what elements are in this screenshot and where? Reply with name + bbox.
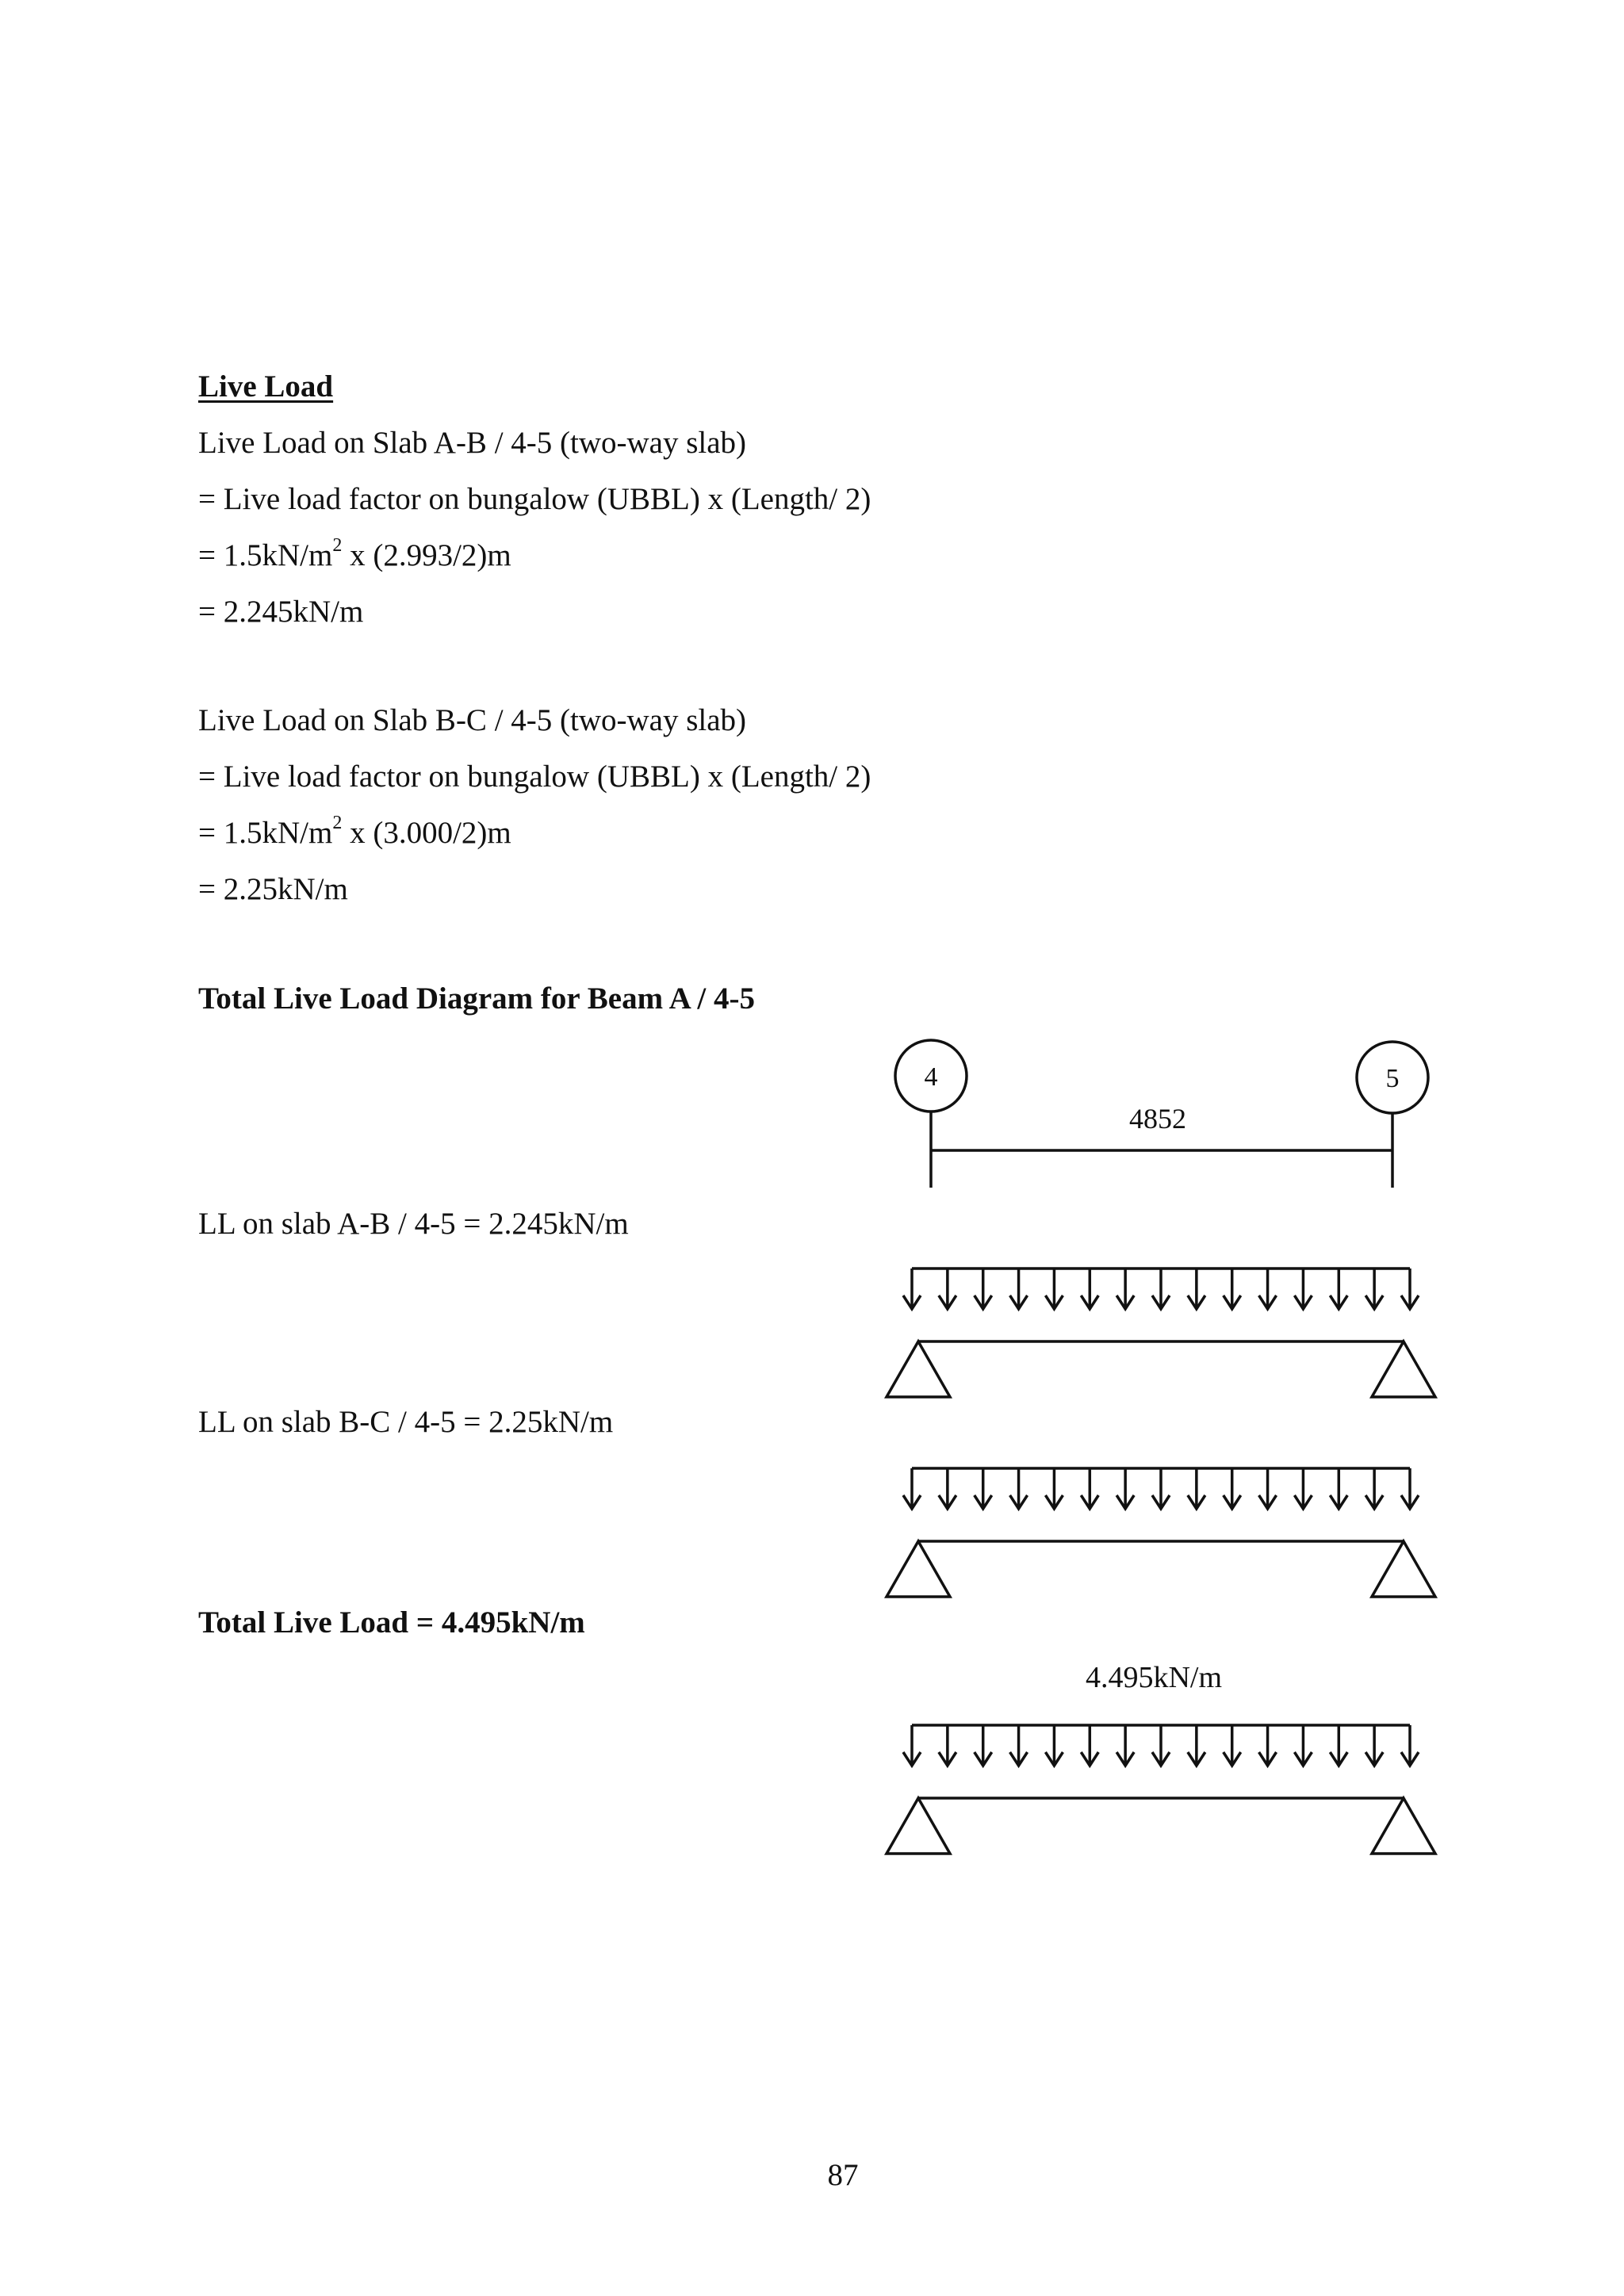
left-support <box>887 1798 950 1854</box>
right-support <box>1372 1541 1435 1597</box>
ll-slab-bc-label: LL on slab B-C / 4-5 = 2.25kN/m <box>198 1405 614 1439</box>
left-support <box>887 1341 950 1397</box>
beam-diagram-total <box>887 1725 1435 1854</box>
slab-ab-sub-exponent: 2 <box>332 535 343 556</box>
slab-ab-title: Live Load on Slab A-B / 4-5 (two-way slab) <box>198 426 747 460</box>
diagram-heading: Total Live Load Diagram for Beam A / 4-5 <box>198 982 755 1016</box>
slab-bc-sub-suffix: x (3.000/2)m <box>342 816 511 850</box>
ll-slab-ab-label: LL on slab A-B / 4-5 = 2.245kN/m <box>198 1207 629 1241</box>
page-number: 87 <box>827 2158 859 2192</box>
left-support <box>887 1541 950 1597</box>
grid-label-5: 5 <box>1385 1064 1400 1093</box>
slab-bc-formula: = Live load factor on bungalow (UBBL) x (Length/ 2) <box>198 760 871 794</box>
grid-label-4: 4 <box>924 1062 938 1092</box>
slab-ab-sub-suffix: x (2.993/2)m <box>342 538 511 572</box>
slab-bc-result: = 2.25kN/m <box>198 872 348 906</box>
slab-ab-formula: = Live load factor on bungalow (UBBL) x (Length/ 2) <box>198 482 871 516</box>
beam-diagram-slab-bc <box>887 1468 1435 1597</box>
right-support <box>1372 1341 1435 1397</box>
slab-bc-title: Live Load on Slab B-C / 4-5 (two-way slab) <box>198 703 747 737</box>
slab-bc-sub-exponent: 2 <box>332 813 343 833</box>
right-support <box>1372 1798 1435 1854</box>
total-live-load-label: Total Live Load = 4.495kN/m <box>198 1605 585 1640</box>
slab-ab-sub-prefix: = 1.5kN/m <box>198 538 333 572</box>
beam-diagram-slab-ab <box>887 1269 1435 1397</box>
slab-ab-result: = 2.245kN/m <box>198 595 364 629</box>
span-dimension-label: 4852 <box>1129 1103 1186 1135</box>
section-heading-live-load: Live Load <box>198 369 334 404</box>
total-load-label: 4.495kN/m <box>1085 1661 1223 1694</box>
slab-bc-sub-prefix: = 1.5kN/m <box>198 816 333 850</box>
